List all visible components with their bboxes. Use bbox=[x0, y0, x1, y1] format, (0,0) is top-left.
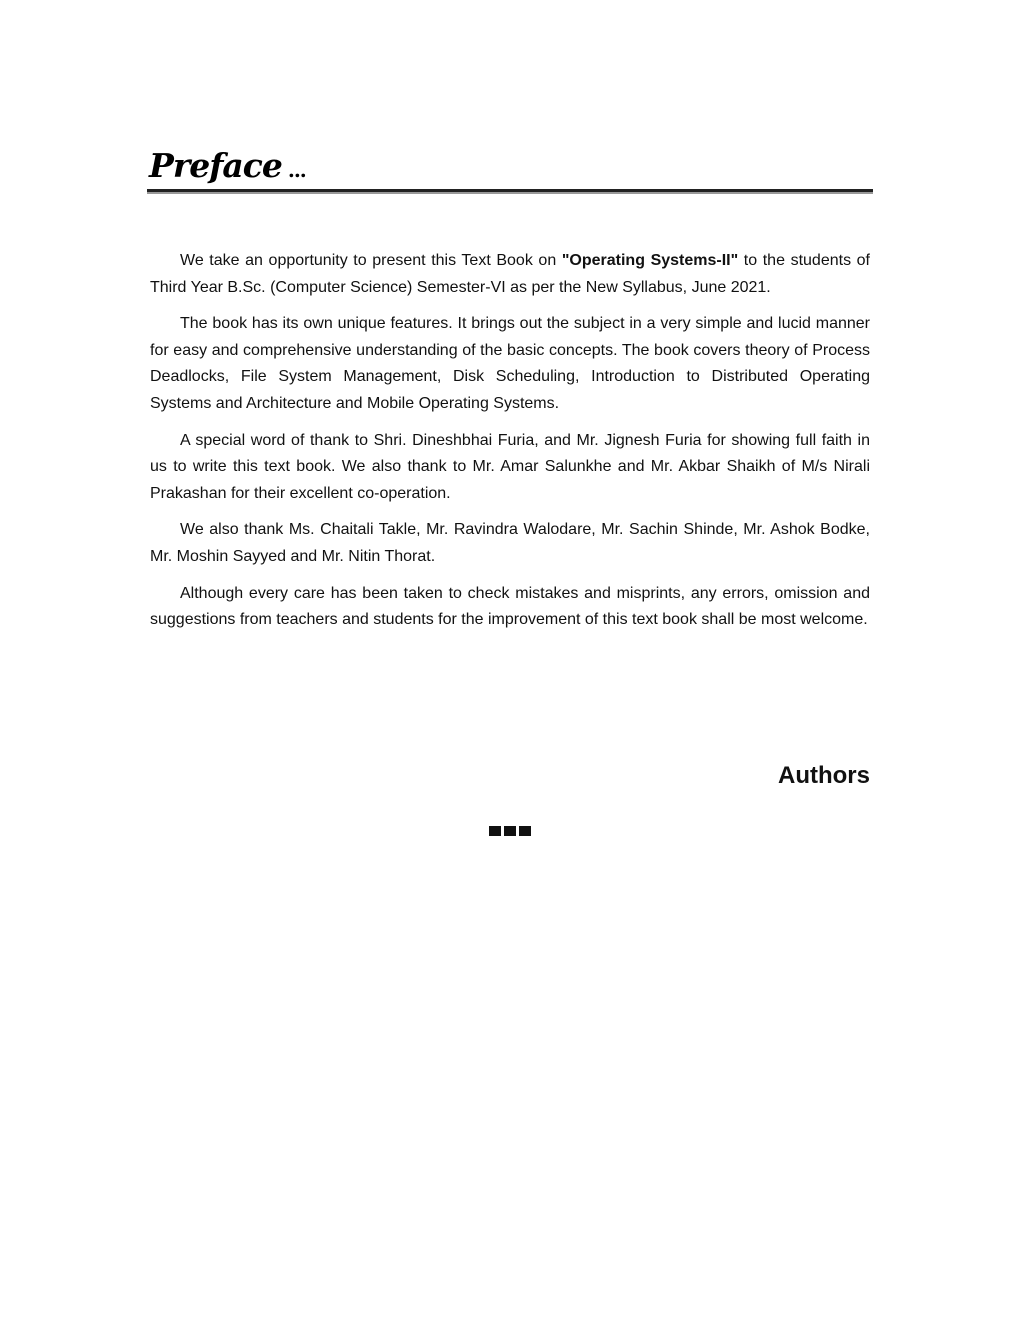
book-title: "Operating Systems-II" bbox=[561, 252, 739, 269]
title-ellipsis: ... bbox=[287, 158, 306, 182]
paragraph-5: Although every care has been taken to check mistakes and misprints, any errors, omission and suggestions from teachers and students for the improvement of this text book shall be most welcome. bbox=[150, 584, 870, 629]
paragraph-1 bbox=[150, 248, 870, 301]
heading-rule-shadow bbox=[147, 192, 873, 194]
paragraph-2: The book has its own unique features. It brings out the subject in a very simple and lucid manner for easy and comprehensive understanding of the basic concepts. The book covers theory of Process Deadlocks, File System Management, Disk Scheduling, Introduction to Distributed Operating Systems and Architecture and Mobile Operating Systems. bbox=[150, 315, 870, 412]
end-square-icon bbox=[519, 826, 531, 836]
end-square-icon bbox=[489, 826, 501, 836]
paragraph-1-text: We take an opportunity to present this Text Book on bbox=[180, 252, 562, 269]
signature: Authors bbox=[778, 762, 870, 789]
page-title bbox=[149, 146, 306, 185]
paragraph-3: A special word of thank to Shri. Dineshbhai Furia, and Mr. Jignesh Furia for showing full faith in us to write this text book. We also thank to Mr. Amar Salunkhe and Mr. Akbar Shaikh of M/s Nirali Prakashan for their excellent co-operation. bbox=[150, 431, 870, 502]
title-text: Preface bbox=[149, 146, 282, 185]
preface-body bbox=[150, 248, 870, 644]
end-mark bbox=[489, 826, 531, 836]
paragraph-4: We also thank Ms. Chaitali Takle, Mr. Ravindra Walodare, Mr. Sachin Shinde, Mr. Ashok Bodke, Mr. Moshin Sayyed and Mr. Nitin Thorat. bbox=[150, 521, 870, 565]
end-square-icon bbox=[504, 826, 516, 836]
paragraph-1-text-end: to the students of Third Year B.Sc. (Computer Science) Semester-VI as per the New Syllabus, June 2021. bbox=[150, 252, 871, 296]
